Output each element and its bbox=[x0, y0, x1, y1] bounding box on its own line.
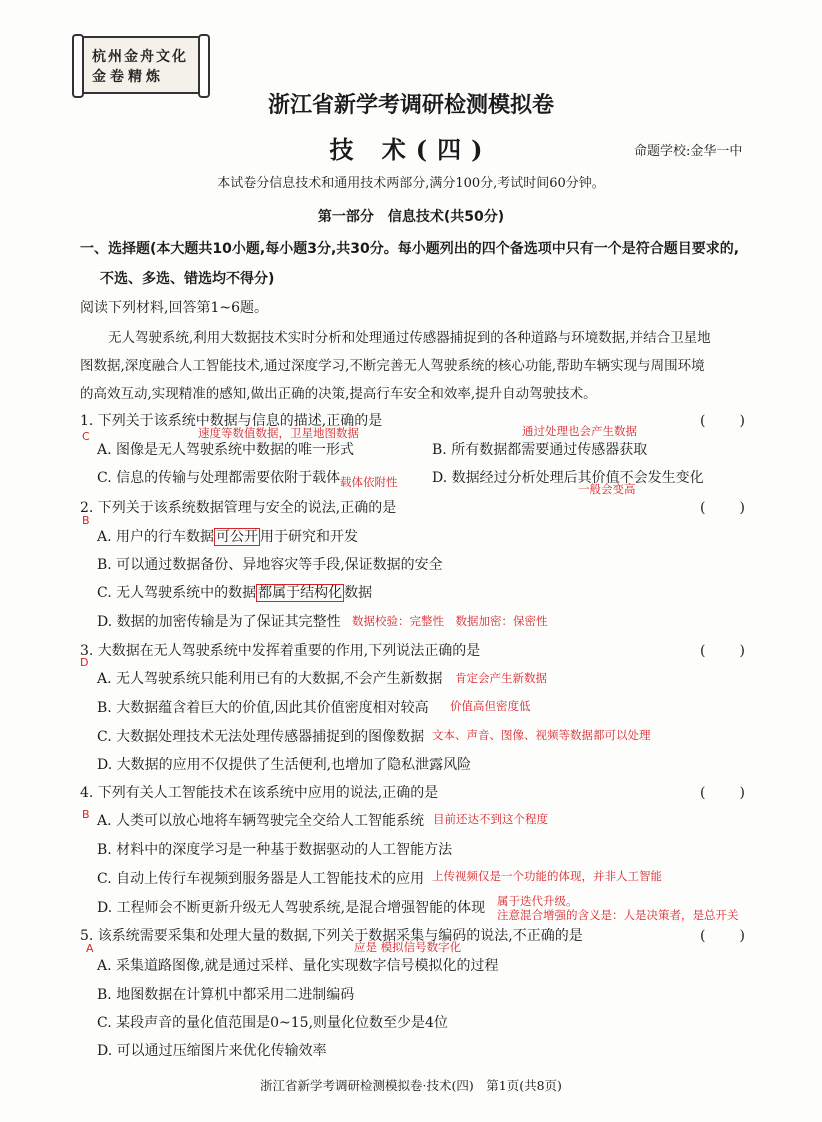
q2-option-b: B. 可以通过数据备份、异地容灾等手段,保证数据的安全 bbox=[97, 557, 443, 573]
publisher-logo bbox=[80, 36, 202, 94]
reading-instruction: 阅读下列材料,回答第1~6题。 bbox=[80, 300, 268, 316]
exam-title: 浙江省新学考调研检测模拟卷 bbox=[267, 93, 554, 118]
logo-line1: 杭州金舟文化 bbox=[92, 49, 188, 65]
q3-option-c: C. 大数据处理技术无法处理传感器捕捉到的图像数据 bbox=[97, 729, 425, 745]
exam-notice: 本试卷分信息技术和通用技术两部分,满分100分,考试时间60分钟。 bbox=[217, 176, 605, 191]
q3-note-b: 价值高但密度低 bbox=[450, 699, 531, 713]
q4-handwritten-answer: B bbox=[82, 808, 90, 821]
q1-note-a: 速度等数值数据，卫星地图数据 bbox=[198, 426, 359, 440]
q3-answer-blank: ( ) bbox=[700, 643, 747, 659]
q3-handwritten-answer: D bbox=[80, 656, 89, 669]
q2-option-a-boxed: 可公开 bbox=[216, 529, 259, 545]
q2-note-d: 数据校验：完整性 数据加密：保密性 bbox=[352, 614, 548, 628]
q1-note-d: 一般会变高 bbox=[578, 482, 636, 496]
q4-note-a: 目前还达不到这个程度 bbox=[433, 812, 548, 826]
q5-note-stem: 应是 模拟信号数字化 bbox=[354, 940, 462, 954]
q5-option-c: C. 某段声音的量化值范围是0~15,则量化位数至少是4位 bbox=[97, 1015, 448, 1031]
q4-note-c: 上传视频仅是一个功能的体现，并非人工智能 bbox=[432, 869, 662, 883]
q1-option-d: D. 数据经过分析处理后其价值不会发生变化 bbox=[432, 470, 704, 486]
logo-line2: 金卷精炼 bbox=[92, 69, 164, 85]
q4-note-d1: 属于迭代升级。 bbox=[497, 894, 578, 908]
q2-option-c-boxed: 都属于结构化 bbox=[258, 585, 343, 601]
q1-note-c: 载体依附性 bbox=[340, 475, 398, 489]
q2-option-a-post: 用于研究和开发 bbox=[260, 529, 359, 545]
q2-option-d: D. 数据的加密传输是为了保证其完整性 bbox=[97, 614, 341, 630]
q3-option-d: D. 大数据的应用不仅提供了生活便利,也增加了隐私泄露风险 bbox=[97, 757, 472, 773]
q3-note-c: 文本、声音、图像、视频等数据都可以处理 bbox=[432, 728, 651, 742]
q5-option-d: D. 可以通过压缩图片来优化传输效率 bbox=[97, 1043, 327, 1059]
exam-subject: 技 术(四) bbox=[329, 135, 493, 164]
material-line1: 无人驾驶系统,利用大数据技术实时分析和处理通过传感器捕捉到的各种道路与环境数据,并结合卫星地 bbox=[108, 330, 711, 346]
q2-option-c-pre: C. 无人驾驶系统中的数据 bbox=[97, 585, 257, 601]
q4-note-d2: 注意混合增强的含义是：人是决策者，是总开关 bbox=[497, 908, 739, 922]
q1-option-b: B. 所有数据都需要通过传感器获取 bbox=[432, 442, 648, 458]
q3-stem: 3. 大数据在无人驾驶系统中发挥着重要的作用,下列说法正确的是 bbox=[80, 643, 481, 659]
q1-option-c: C. 信息的传输与处理都需要依附于载体 bbox=[97, 470, 341, 486]
q5-stem: 5. 该系统需要采集和处理大量的数据,下列关于数据采集与编码的说法,不正确的是 bbox=[80, 928, 583, 944]
material-line2: 图数据,深度融合人工智能技术,通过深度学习,不断完善无人驾驶系统的核心功能,帮助车辆实现与周围环境 bbox=[80, 358, 705, 374]
exam-school: 命题学校:金华一中 bbox=[634, 144, 743, 159]
part-title: 第一部分 信息技术(共50分) bbox=[317, 209, 505, 225]
q5-option-b: B. 地图数据在计算机中都采用二进制编码 bbox=[97, 987, 355, 1003]
q1-answer-blank: ( ) bbox=[700, 413, 747, 429]
q2-stem: 2. 下列关于该系统数据管理与安全的说法,正确的是 bbox=[80, 500, 397, 516]
q4-answer-blank: ( ) bbox=[700, 785, 747, 801]
q3-option-b: B. 大数据蕴含着巨大的价值,因此其价值密度相对较高 bbox=[97, 700, 429, 716]
section-instructions-line1: 一、选择题(本大题共10小题,每小题3分,共30分。每小题列出的四个备选项中只有一个是符合题目要求的, bbox=[80, 241, 740, 257]
q2-handwritten-answer: B bbox=[82, 514, 90, 527]
q5-handwritten-answer: A bbox=[86, 942, 94, 955]
page-footer: 浙江省新学考调研检测模拟卷·技术(四) 第1页(共8页) bbox=[260, 1078, 562, 1093]
q4-option-c: C. 自动上传行车视频到服务器是人工智能技术的应用 bbox=[97, 871, 425, 887]
q1-stem: 1. 下列关于该系统中数据与信息的描述,正确的是 bbox=[80, 413, 383, 429]
material-line3: 的高效互动,实现精准的感知,做出正确的决策,提高行车安全和效率,提升自动驾驶技术。 bbox=[80, 386, 597, 402]
q4-stem: 4. 下列有关人工智能技术在该系统中应用的说法,正确的是 bbox=[80, 785, 439, 801]
q3-note-a: 肯定会产生新数据 bbox=[455, 671, 547, 685]
q2-option-c-post: 数据 bbox=[344, 585, 373, 601]
q1-note-b: 通过处理也会产生数据 bbox=[522, 424, 637, 438]
q4-option-d: D. 工程师会不断更新升级无人驾驶系统,是混合增强智能的体现 bbox=[97, 900, 486, 916]
section-instructions-line2: 不选、多选、错选均不得分) bbox=[100, 271, 275, 287]
q5-option-a: A. 采集道路图像,就是通过采样、量化实现数字信号模拟化的过程 bbox=[97, 958, 499, 974]
q1-option-a: A. 图像是无人驾驶系统中数据的唯一形式 bbox=[97, 442, 355, 458]
q1-handwritten-answer: C bbox=[82, 430, 90, 443]
q4-option-b: B. 材料中的深度学习是一种基于数据驱动的人工智能方法 bbox=[97, 842, 453, 858]
q5-answer-blank: ( ) bbox=[700, 928, 747, 944]
q3-option-a: A. 无人驾驶系统只能利用已有的大数据,不会产生新数据 bbox=[97, 671, 443, 687]
q2-answer-blank: ( ) bbox=[700, 500, 747, 516]
q2-option-a bbox=[97, 526, 358, 546]
q2-option-a-pre: A. 用户的行车数据 bbox=[97, 529, 215, 545]
q2-option-c bbox=[97, 582, 372, 602]
q4-option-a: A. 人类可以放心地将车辆驾驶完全交给人工智能系统 bbox=[97, 813, 425, 829]
